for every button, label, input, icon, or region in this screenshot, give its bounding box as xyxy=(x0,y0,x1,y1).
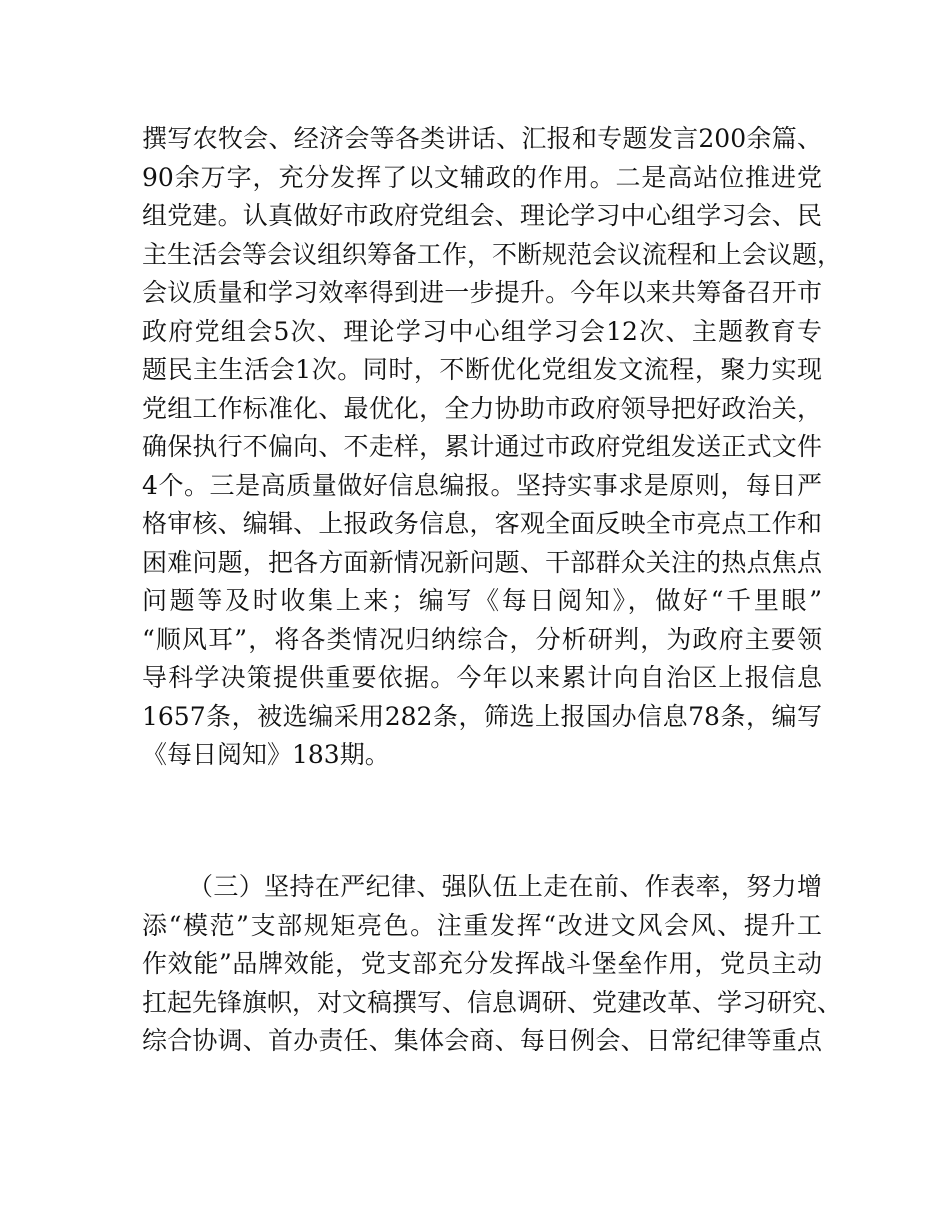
text-line: 题民主生活会1次。同时，不断优化党组发文流程，聚力实现 xyxy=(142,355,822,384)
body-paragraph xyxy=(142,120,843,775)
text-line: 会议质量和学习效率得到进一步提升。今年以来共筹备召开市 xyxy=(142,278,822,307)
text-line: 困难问题，把各方面新情况新问题、干部群众关注的热点焦点 xyxy=(142,547,822,577)
text-line: 导科学决策提供重要依据。今年以来累计向自治区上报信息 xyxy=(142,663,822,692)
body-paragraph xyxy=(142,868,843,1061)
text-line: 《每日阅知》183期。 xyxy=(142,740,390,769)
text-line: 问题等及时收集上来；编写《每日阅知》，做好“千里眼” xyxy=(142,586,822,615)
text-line: 1657条，被选编采用282条，筛选上报国办信息78条，编写 xyxy=(142,701,822,731)
text-line: “顺风耳”，将各类情况归纳综合，分析研判，为政府主要领 xyxy=(142,624,822,654)
text-line: 确保执行不偏向、不走样，累计通过市政府党组发送正式文件 xyxy=(142,432,822,461)
text-line: 添“模范”支部规矩亮色。注重发挥“改进文风会风、提升工 xyxy=(142,910,822,940)
text-line: 90余万字，充分发挥了以文辅政的作用。二是高站位推进党 xyxy=(142,162,822,192)
text-line: 党组工作标准化、最优化，全力协助市政府领导把好政治关， xyxy=(142,393,822,423)
text-line: 综合协调、首办责任、集体会商、每日例会、日常纪律等重点 xyxy=(142,1026,822,1055)
text-line: 撰写农牧会、经济会等各类讲话、汇报和专题发言200余篇、 xyxy=(142,124,822,153)
text-line: 政府党组会5次、理论学习中心组学习会12次、主题教育专 xyxy=(142,316,822,346)
section-heading-line: （三）坚持在严纪律、强队伍上走在前、作表率，努力增 xyxy=(188,872,822,901)
text-line: 主生活会等会议组织筹备工作，不断规范会议流程和上会议题， xyxy=(142,239,843,269)
text-line: 扛起先锋旗帜，对文稿撰写、信息调研、党建改革、学习研究、 xyxy=(142,987,843,1017)
text-line: 格审核、编辑、上报政务信息，客观全面反映全市亮点工作和 xyxy=(142,509,822,538)
text-line: 4个。三是高质量做好信息编报。坚持实事求是原则，每日严 xyxy=(142,470,822,500)
text-line: 作效能”品牌效能，党支部充分发挥战斗堡垒作用，党员主动 xyxy=(142,949,822,978)
text-line: 组党建。认真做好市政府党组会、理论学习中心组学习会、民 xyxy=(142,201,822,230)
